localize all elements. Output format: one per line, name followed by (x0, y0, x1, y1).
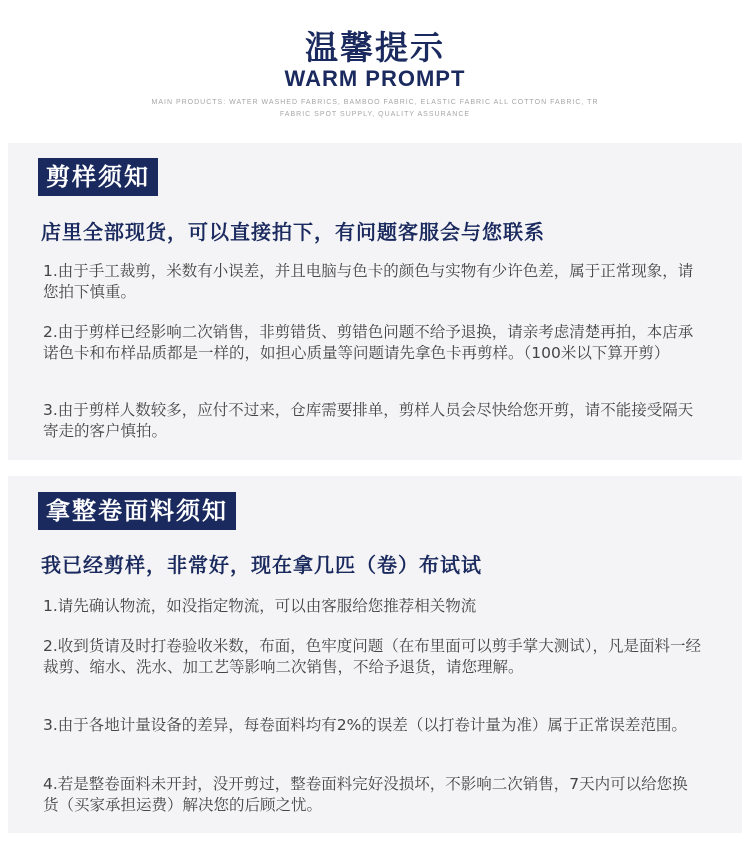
notice-item: 3.由于各地计量设备的差异，每卷面料均有2%的误差（以打卷计量为准）属于正常误差范围。 (43, 716, 687, 734)
page-title: 温馨提示 (305, 28, 445, 67)
sample-cutting-notice-panel (8, 143, 742, 460)
section-heading: 店里全部现货，可以直接拍下，有问题客服会与您联系 (41, 220, 545, 244)
notice-item: 1.由于手工裁剪，米数有小误差，并且电脑与色卡的颜色与实物有少许色差，属于正常现象，请您拍下慎重。 (43, 262, 694, 301)
notice-item: 2.由于剪样已经影响二次销售，非剪错货、剪错色问题不给予退换，请亲考虑清楚再拍，本店承诺色卡和布样品质都是一样的，如担心质量等问题请先拿色卡再剪样。（100米以下算开剪） (43, 323, 694, 362)
section-heading: 我已经剪样，非常好，现在拿几匹（卷）布试试 (41, 553, 482, 577)
page-title-english: WARM PROMPT (284, 66, 466, 91)
header (0, 0, 750, 140)
section-badge-full-roll: 拿整卷面料须知 (38, 492, 236, 530)
notice-item: 4.若是整卷面料未开封，没开剪过，整卷面料完好没损坏，不影响二次销售，7天内可以给您换货（买家承担运费）解决您的后顾之忧。 (43, 775, 688, 814)
section-badge-sample-cutting: 剪样须知 (38, 158, 158, 196)
notice-item: 2.收到货请及时打卷验收米数，布面，色牢度问题（在布里面可以剪手掌大测试），凡是面料一经裁剪、缩水、洗水、加工艺等影响二次销售，不给予退货，请您理解。 (43, 637, 702, 676)
notice-item: 3.由于剪样人数较多，应付不过来，仓库需要排单，剪样人员会尽快给您开剪，请不能接受隔天寄走的客户慎拍。 (43, 401, 694, 440)
full-roll-notice-panel (8, 476, 742, 833)
notice-item: 1.请先确认物流，如没指定物流，可以由客服给您推荐相关物流 (43, 597, 477, 615)
header-tagline: MAIN PRODUCTS: WATER WASHED FABRICS, BAMBOO FABRIC, ELASTIC FABRIC ALL COTTON FABRIC, TR FABRIC SPOT SUPPLY, QUALITY ASSURANCE (151, 99, 599, 118)
